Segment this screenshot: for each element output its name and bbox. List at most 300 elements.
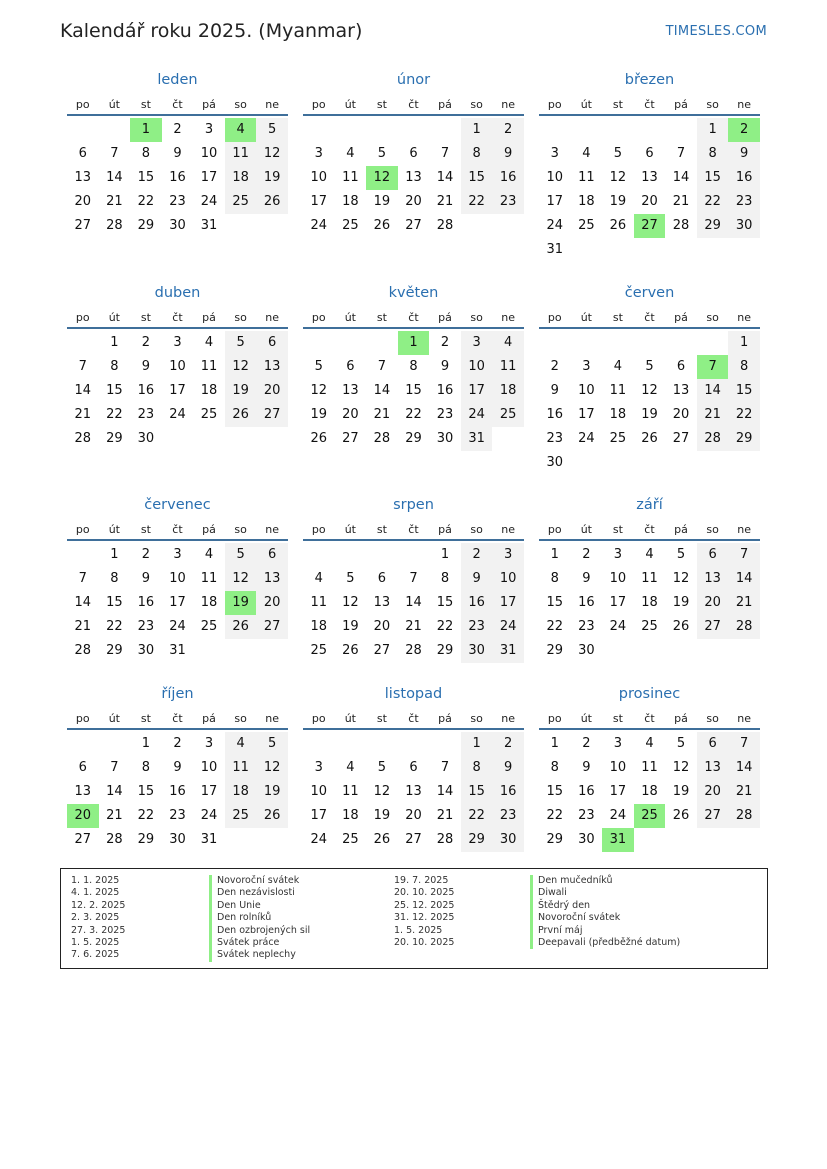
day-cell: 23 bbox=[436, 407, 454, 422]
weekday-label: po bbox=[75, 311, 90, 324]
holiday-day-cell: 7 bbox=[697, 355, 729, 379]
weekday-label: po bbox=[311, 523, 326, 536]
day-cell: 1 bbox=[110, 547, 119, 562]
month-srpen bbox=[303, 497, 524, 663]
day-cell: 26 bbox=[373, 832, 391, 847]
day-cell: 6 bbox=[78, 760, 87, 775]
day-cell: 22 bbox=[697, 190, 729, 214]
empty-cell bbox=[429, 732, 461, 756]
day-cell: 8 bbox=[440, 571, 450, 586]
day-cell: 2 bbox=[582, 736, 591, 751]
day-cell: 27 bbox=[256, 615, 288, 639]
weekday-label: so bbox=[234, 98, 247, 111]
day-cell: 9 bbox=[440, 359, 450, 374]
empty-cell bbox=[634, 118, 666, 142]
day-cell: 22 bbox=[728, 403, 760, 427]
day-cell: 19 bbox=[373, 194, 391, 209]
day-cell: 9 bbox=[582, 571, 591, 586]
weekday-label: so bbox=[234, 311, 247, 324]
day-cell: 20 bbox=[405, 808, 422, 823]
day-cell: 8 bbox=[110, 571, 119, 586]
day-cell: 4 bbox=[492, 331, 524, 355]
day-cell: 18 bbox=[492, 379, 524, 403]
day-cell: 12 bbox=[225, 567, 257, 591]
day-cell: 16 bbox=[492, 780, 524, 804]
day-cell: 28 bbox=[106, 832, 123, 847]
day-cell: 29 bbox=[697, 214, 729, 238]
weekday-header bbox=[539, 708, 760, 730]
day-cell: 13 bbox=[373, 595, 391, 610]
day-cell: 12 bbox=[256, 142, 288, 166]
day-cell: 25 bbox=[310, 643, 328, 658]
month-prosinec bbox=[539, 686, 760, 852]
day-cell: 25 bbox=[342, 218, 359, 233]
day-cell: 10 bbox=[461, 355, 493, 379]
month-září bbox=[539, 497, 760, 663]
day-cell: 24 bbox=[310, 832, 328, 847]
weekday-label: čt bbox=[644, 98, 655, 111]
day-cell: 10 bbox=[169, 359, 186, 374]
day-cell: 16 bbox=[169, 784, 186, 799]
day-cell: 17 bbox=[200, 784, 218, 799]
day-cell: 2 bbox=[550, 359, 559, 374]
legend-date: 27. 3. 2025 bbox=[71, 924, 126, 936]
weekday-label: ne bbox=[501, 712, 516, 725]
weekday-label: ne bbox=[737, 98, 752, 111]
day-cell: 27 bbox=[74, 218, 92, 233]
day-cell: 22 bbox=[106, 407, 123, 422]
day-cell: 23 bbox=[137, 619, 155, 634]
day-cell: 30 bbox=[169, 832, 186, 847]
day-cell: 3 bbox=[314, 146, 323, 161]
brand-link[interactable]: TIMESLES.COM bbox=[665, 24, 767, 39]
weekday-label: po bbox=[547, 523, 562, 536]
weekday-label: so bbox=[706, 311, 719, 324]
day-cell: 17 bbox=[310, 194, 328, 209]
day-cell: 11 bbox=[641, 571, 658, 586]
day-cell: 9 bbox=[141, 571, 151, 586]
weekday-label: út bbox=[344, 311, 356, 324]
day-cell: 25 bbox=[225, 190, 257, 214]
day-cell: 2 bbox=[173, 736, 182, 751]
day-cell: 9 bbox=[173, 146, 182, 161]
day-cell: 2 bbox=[440, 335, 450, 350]
day-cell: 11 bbox=[225, 756, 257, 780]
legend-holiday-name: Novoroční svátek bbox=[530, 912, 680, 924]
legend-holiday-name: Deepavali (předběžné datum) bbox=[530, 937, 680, 949]
weekday-label: pá bbox=[202, 98, 216, 111]
day-cell: 29 bbox=[106, 643, 123, 658]
day-cell: 22 bbox=[137, 808, 155, 823]
day-cell: 18 bbox=[310, 619, 328, 634]
day-cell: 10 bbox=[578, 383, 595, 398]
day-cell: 8 bbox=[461, 142, 493, 166]
day-cell: 4 bbox=[314, 571, 323, 586]
empty-cell bbox=[67, 331, 99, 355]
empty-cell bbox=[67, 543, 99, 567]
day-cell: 7 bbox=[78, 571, 87, 586]
day-cell: 8 bbox=[141, 760, 151, 775]
legend-dates-col-1 bbox=[71, 875, 125, 962]
day-cell: 6 bbox=[645, 146, 654, 161]
day-cell: 3 bbox=[550, 146, 559, 161]
day-cell: 3 bbox=[492, 543, 524, 567]
day-cell: 23 bbox=[492, 804, 524, 828]
day-cell: 28 bbox=[672, 218, 690, 233]
weekday-label: po bbox=[311, 712, 326, 725]
weekday-label: ne bbox=[265, 523, 280, 536]
day-cell: 30 bbox=[169, 218, 186, 233]
weekday-label: pá bbox=[202, 712, 216, 725]
day-cell: 17 bbox=[609, 595, 627, 610]
weekday-label: pá bbox=[674, 311, 688, 324]
day-cell: 19 bbox=[310, 407, 328, 422]
empty-cell bbox=[429, 118, 461, 142]
day-cell: 27 bbox=[697, 804, 729, 828]
day-cell: 23 bbox=[169, 808, 186, 823]
day-cell: 25 bbox=[200, 407, 218, 422]
weekday-label: st bbox=[140, 523, 151, 536]
day-cell: 6 bbox=[256, 543, 288, 567]
days-grid bbox=[539, 732, 760, 852]
day-cell: 5 bbox=[256, 118, 288, 142]
day-cell: 21 bbox=[373, 407, 391, 422]
legend-dates-col-2 bbox=[394, 875, 454, 949]
day-cell: 10 bbox=[200, 760, 218, 775]
day-cell: 3 bbox=[582, 359, 591, 374]
day-cell: 20 bbox=[641, 194, 658, 209]
weekday-label: so bbox=[234, 523, 247, 536]
day-cell: 10 bbox=[492, 567, 524, 591]
weekday-label: čt bbox=[172, 712, 183, 725]
weekday-label: pá bbox=[438, 523, 452, 536]
weekday-label: pá bbox=[674, 523, 688, 536]
weekday-label: so bbox=[706, 523, 719, 536]
empty-cell bbox=[67, 118, 99, 142]
day-cell: 30 bbox=[461, 639, 493, 663]
legend-date: 20. 10. 2025 bbox=[394, 887, 455, 899]
day-cell: 16 bbox=[169, 170, 186, 185]
day-cell: 4 bbox=[582, 146, 591, 161]
weekday-label: čt bbox=[644, 311, 655, 324]
day-cell: 12 bbox=[342, 595, 359, 610]
day-cell: 24 bbox=[200, 194, 218, 209]
weekday-label: po bbox=[75, 523, 90, 536]
day-cell: 1 bbox=[461, 118, 493, 142]
day-cell: 11 bbox=[609, 383, 627, 398]
legend-names-col-2 bbox=[530, 875, 680, 949]
day-cell: 6 bbox=[409, 146, 418, 161]
day-cell: 5 bbox=[314, 359, 323, 374]
weekday-header bbox=[67, 519, 288, 541]
day-cell: 31 bbox=[200, 832, 218, 847]
day-cell: 7 bbox=[78, 359, 87, 374]
holiday-day-cell: 12 bbox=[366, 166, 398, 190]
weekday-header bbox=[539, 307, 760, 329]
day-cell: 31 bbox=[461, 427, 493, 451]
weekday-label: so bbox=[234, 712, 247, 725]
day-cell: 22 bbox=[106, 619, 123, 634]
empty-cell bbox=[335, 732, 367, 756]
weekday-label: ne bbox=[265, 98, 280, 111]
days-grid bbox=[303, 118, 524, 238]
day-cell: 30 bbox=[137, 643, 155, 658]
weekday-header bbox=[67, 94, 288, 116]
day-cell: 31 bbox=[546, 242, 564, 257]
day-cell: 30 bbox=[578, 832, 595, 847]
legend-date: 7. 6. 2025 bbox=[71, 949, 120, 961]
day-cell: 6 bbox=[409, 760, 418, 775]
day-cell: 1 bbox=[461, 732, 493, 756]
day-cell: 21 bbox=[106, 808, 123, 823]
day-cell: 28 bbox=[436, 832, 454, 847]
day-cell: 22 bbox=[546, 619, 564, 634]
day-cell: 6 bbox=[346, 359, 355, 374]
day-cell: 19 bbox=[641, 407, 658, 422]
day-cell: 1 bbox=[141, 736, 151, 751]
day-cell: 2 bbox=[461, 543, 493, 567]
legend-holiday-name: Den rolníků bbox=[209, 912, 310, 924]
day-cell: 11 bbox=[342, 170, 359, 185]
day-cell: 11 bbox=[310, 595, 328, 610]
day-cell: 3 bbox=[613, 547, 623, 562]
day-cell: 22 bbox=[546, 808, 564, 823]
weekday-label: st bbox=[376, 523, 387, 536]
empty-cell bbox=[571, 331, 603, 355]
weekday-label: út bbox=[580, 98, 592, 111]
month-březen bbox=[539, 72, 760, 262]
day-cell: 29 bbox=[461, 828, 493, 852]
day-cell: 26 bbox=[373, 218, 391, 233]
day-cell: 2 bbox=[582, 547, 591, 562]
day-cell: 30 bbox=[728, 214, 760, 238]
day-cell: 18 bbox=[641, 595, 658, 610]
day-cell: 24 bbox=[578, 431, 595, 446]
weekday-label: út bbox=[108, 98, 120, 111]
weekday-label: st bbox=[612, 712, 623, 725]
weekday-label: čt bbox=[172, 98, 183, 111]
day-cell: 17 bbox=[169, 383, 186, 398]
day-cell: 23 bbox=[546, 431, 564, 446]
day-cell: 6 bbox=[78, 146, 87, 161]
day-cell: 28 bbox=[74, 643, 92, 658]
day-cell: 5 bbox=[676, 736, 686, 751]
empty-cell bbox=[602, 331, 634, 355]
month-listopad bbox=[303, 686, 524, 852]
day-cell: 24 bbox=[609, 619, 627, 634]
day-cell: 12 bbox=[672, 760, 690, 775]
empty-cell bbox=[303, 732, 335, 756]
day-cell: 7 bbox=[676, 146, 686, 161]
days-grid bbox=[303, 732, 524, 852]
empty-cell bbox=[398, 118, 430, 142]
day-cell: 20 bbox=[74, 194, 92, 209]
holiday-legend bbox=[60, 868, 768, 969]
day-cell: 16 bbox=[546, 407, 564, 422]
day-cell: 19 bbox=[672, 595, 690, 610]
month-červenec bbox=[67, 497, 288, 663]
weekday-label: pá bbox=[438, 712, 452, 725]
day-cell: 23 bbox=[492, 190, 524, 214]
day-cell: 26 bbox=[672, 808, 690, 823]
day-cell: 14 bbox=[74, 383, 92, 398]
day-cell: 19 bbox=[256, 166, 288, 190]
weekday-label: st bbox=[376, 712, 387, 725]
weekday-label: čt bbox=[408, 523, 419, 536]
weekday-label: ne bbox=[265, 311, 280, 324]
day-cell: 8 bbox=[550, 760, 559, 775]
day-cell: 1 bbox=[110, 335, 119, 350]
weekday-label: so bbox=[470, 98, 483, 111]
empty-cell bbox=[335, 543, 367, 567]
day-cell: 24 bbox=[461, 403, 493, 427]
day-cell: 15 bbox=[106, 595, 123, 610]
day-cell: 26 bbox=[310, 431, 328, 446]
day-cell: 15 bbox=[546, 784, 564, 799]
day-cell: 11 bbox=[200, 359, 218, 374]
day-cell: 16 bbox=[492, 166, 524, 190]
day-cell: 9 bbox=[492, 756, 524, 780]
legend-holiday-name: Svátek neplechy bbox=[209, 949, 310, 961]
day-cell: 15 bbox=[728, 379, 760, 403]
day-cell: 13 bbox=[697, 567, 729, 591]
month-únor bbox=[303, 72, 524, 238]
day-cell: 7 bbox=[440, 146, 450, 161]
empty-cell bbox=[602, 118, 634, 142]
empty-cell bbox=[697, 331, 729, 355]
day-cell: 18 bbox=[200, 595, 218, 610]
empty-cell bbox=[634, 331, 666, 355]
day-cell: 24 bbox=[546, 218, 564, 233]
day-cell: 11 bbox=[200, 571, 218, 586]
day-cell: 8 bbox=[409, 359, 418, 374]
day-cell: 31 bbox=[169, 643, 186, 658]
day-cell: 14 bbox=[405, 595, 422, 610]
day-cell: 18 bbox=[200, 383, 218, 398]
legend-holiday-name: Novoroční svátek bbox=[209, 875, 310, 887]
day-cell: 13 bbox=[74, 784, 92, 799]
day-cell: 23 bbox=[461, 615, 493, 639]
day-cell: 20 bbox=[373, 619, 391, 634]
day-cell: 5 bbox=[613, 146, 623, 161]
day-cell: 17 bbox=[461, 379, 493, 403]
day-cell: 27 bbox=[405, 832, 422, 847]
month-name: říjen bbox=[161, 686, 194, 702]
day-cell: 16 bbox=[578, 784, 595, 799]
empty-cell bbox=[303, 331, 335, 355]
day-cell: 10 bbox=[310, 170, 328, 185]
day-cell: 21 bbox=[672, 194, 690, 209]
day-cell: 1 bbox=[697, 118, 729, 142]
weekday-label: so bbox=[470, 311, 483, 324]
day-cell: 13 bbox=[405, 170, 422, 185]
day-cell: 27 bbox=[672, 431, 690, 446]
weekday-label: po bbox=[75, 712, 90, 725]
day-cell: 13 bbox=[697, 756, 729, 780]
weekday-label: út bbox=[580, 712, 592, 725]
day-cell: 17 bbox=[310, 808, 328, 823]
day-cell: 15 bbox=[546, 595, 564, 610]
day-cell: 4 bbox=[613, 359, 623, 374]
day-cell: 18 bbox=[342, 808, 359, 823]
weekday-header bbox=[303, 519, 524, 541]
day-cell: 3 bbox=[314, 760, 323, 775]
legend-date: 20. 10. 2025 bbox=[394, 937, 455, 949]
empty-cell bbox=[99, 732, 131, 756]
day-cell: 8 bbox=[550, 571, 559, 586]
day-cell: 26 bbox=[225, 403, 257, 427]
day-cell: 13 bbox=[405, 784, 422, 799]
day-cell: 2 bbox=[173, 122, 182, 137]
day-cell: 15 bbox=[697, 166, 729, 190]
weekday-label: so bbox=[706, 98, 719, 111]
month-name: červenec bbox=[144, 497, 211, 513]
day-cell: 15 bbox=[405, 383, 422, 398]
day-cell: 10 bbox=[546, 170, 564, 185]
day-cell: 25 bbox=[609, 431, 627, 446]
empty-cell bbox=[665, 118, 697, 142]
day-cell: 5 bbox=[256, 732, 288, 756]
legend-date: 25. 12. 2025 bbox=[394, 899, 455, 911]
day-cell: 17 bbox=[492, 591, 524, 615]
days-grid bbox=[67, 732, 288, 852]
day-cell: 17 bbox=[169, 595, 186, 610]
day-cell: 21 bbox=[74, 619, 92, 634]
day-cell: 25 bbox=[641, 619, 658, 634]
day-cell: 20 bbox=[405, 194, 422, 209]
month-name: červen bbox=[624, 285, 675, 301]
days-grid bbox=[67, 118, 288, 238]
day-cell: 15 bbox=[106, 383, 123, 398]
day-cell: 15 bbox=[436, 595, 454, 610]
day-cell: 23 bbox=[137, 407, 155, 422]
day-cell: 11 bbox=[342, 784, 359, 799]
empty-cell bbox=[99, 118, 131, 142]
day-cell: 17 bbox=[200, 170, 218, 185]
weekday-label: ne bbox=[501, 523, 516, 536]
weekday-label: ne bbox=[737, 523, 752, 536]
weekday-label: pá bbox=[438, 98, 452, 111]
empty-cell bbox=[303, 543, 335, 567]
month-name: leden bbox=[157, 72, 198, 88]
weekday-label: st bbox=[140, 311, 151, 324]
day-cell: 12 bbox=[256, 756, 288, 780]
day-cell: 2 bbox=[141, 335, 151, 350]
day-cell: 18 bbox=[225, 780, 257, 804]
weekday-label: ne bbox=[501, 311, 516, 324]
days-grid bbox=[67, 331, 288, 451]
day-cell: 5 bbox=[645, 359, 654, 374]
day-cell: 19 bbox=[672, 784, 690, 799]
month-name: září bbox=[636, 497, 663, 513]
weekday-label: út bbox=[108, 523, 120, 536]
empty-cell bbox=[366, 118, 398, 142]
day-cell: 24 bbox=[492, 615, 524, 639]
day-cell: 22 bbox=[461, 804, 493, 828]
day-cell: 23 bbox=[169, 194, 186, 209]
weekday-label: po bbox=[547, 98, 562, 111]
weekday-label: st bbox=[612, 523, 623, 536]
day-cell: 27 bbox=[373, 643, 391, 658]
holiday-day-cell: 20 bbox=[67, 804, 99, 828]
day-cell: 11 bbox=[578, 170, 595, 185]
legend-holiday-name: Den nezávislosti bbox=[209, 887, 310, 899]
weekday-label: ne bbox=[265, 712, 280, 725]
weekday-label: so bbox=[470, 712, 483, 725]
empty-cell bbox=[335, 331, 367, 355]
day-cell: 30 bbox=[492, 828, 524, 852]
weekday-label: po bbox=[75, 98, 90, 111]
